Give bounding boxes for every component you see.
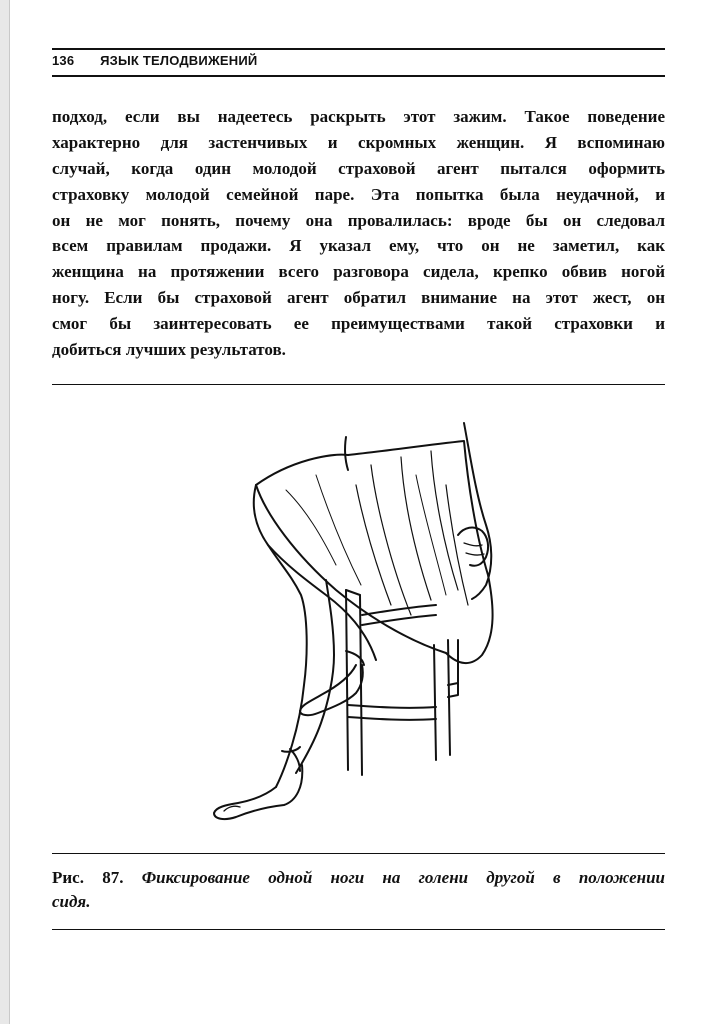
- body-paragraph: [52, 104, 665, 363]
- page-number: 136: [52, 53, 75, 68]
- figure-caption: [52, 866, 665, 914]
- page-left-edge-line: [9, 0, 10, 1024]
- seated-woman-illustration: [196, 415, 506, 825]
- text-line: страховку молодой семейной паре. Эта попытка была неудачной, и: [52, 184, 665, 204]
- figure-bottom-rule: [52, 853, 665, 854]
- text-line: характерно для застенчивых и скромных женщин. Я вспоминаю: [52, 132, 665, 152]
- caption-line: [52, 866, 665, 890]
- running-head: [52, 53, 665, 68]
- header-bottom-rule: [52, 75, 665, 77]
- caption-text-continued: сидя.: [52, 892, 91, 911]
- text-line: ногу. Если бы страховой агент обратил внимание на этот жест, он: [52, 288, 665, 308]
- text-line: смог бы заинтересовать ее преимуществами такой страховки и: [52, 314, 665, 334]
- text-line: случай, когда один молодой страховой агент пытался оформить: [52, 158, 665, 178]
- text-line: подход, если вы надеетесь раскрыть этот зажим. Такое поведение: [52, 107, 665, 126]
- header-top-rule: [52, 48, 665, 50]
- running-title: ЯЗЫК ТЕЛОДВИЖЕНИЙ: [100, 53, 258, 68]
- text-line: добиться лучших результатов.: [52, 340, 286, 360]
- text-line: он не мог понять, почему она провалилась: вроде бы он следовал: [52, 210, 665, 230]
- text-line: женщина на протяжении всего разговора сидела, крепко обвив ногой: [52, 262, 665, 282]
- caption-bottom-rule: [52, 929, 665, 930]
- figure-top-rule: [52, 384, 665, 385]
- caption-text: Фиксирование одной ноги на голени другой в положении: [141, 868, 666, 887]
- caption-line: [52, 890, 665, 914]
- page-left-edge: [0, 0, 9, 1024]
- figure-label: Рис. 87.: [52, 868, 124, 887]
- text-line: всем правилам продажи. Я указал ему, что он не заметил, как: [52, 236, 665, 256]
